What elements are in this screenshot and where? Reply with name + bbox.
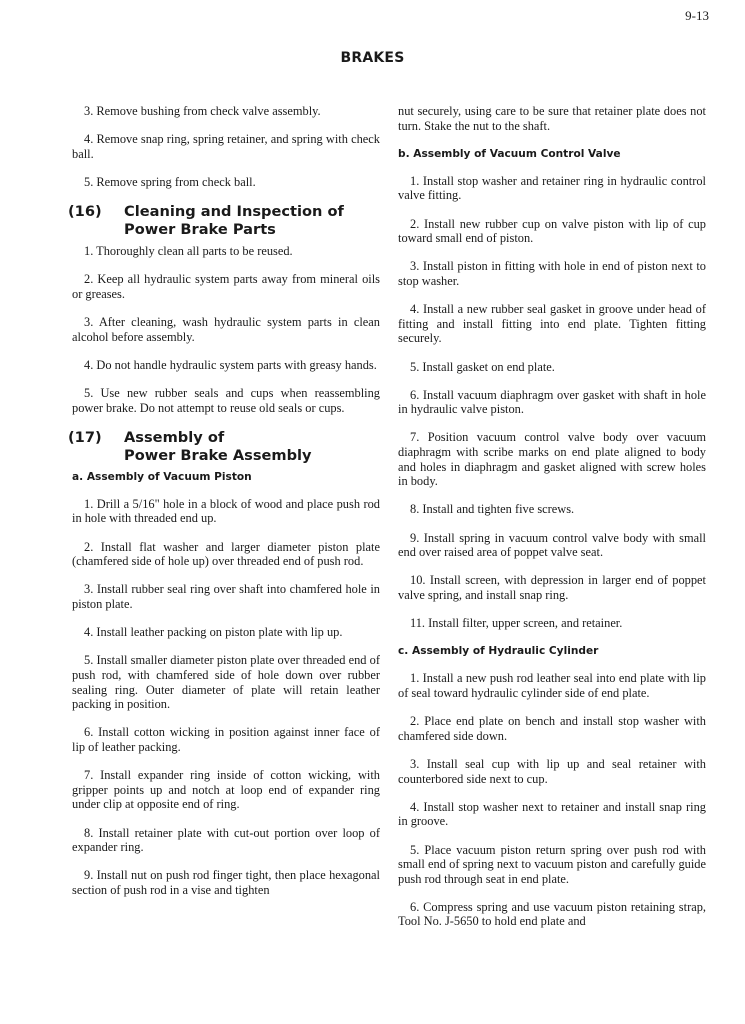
step: 2. Install new rubber cup on valve piston with lip of cup toward small end of piston. — [398, 216, 706, 246]
step: 5. Place vacuum piston return spring over push rod with small end of spring next to vacuum piston and carefully guide push rod through seat in end plate. — [398, 842, 706, 886]
step: 8. Install and tighten five screws. — [410, 502, 575, 517]
step: 6. Install vacuum diaphragm over gasket with shaft in hole in hydraulic valve piston. — [398, 387, 706, 417]
step: 10. Install screen, with depression in larger end of poppet valve spring, and install snap ring. — [398, 573, 706, 602]
subsection-heading-c: c. Assembly of Hydraulic Cylinder — [398, 645, 599, 658]
section-title — [124, 429, 312, 465]
step: 2. Install flat washer and larger diameter piston plate (chamfered side of hole up) over threaded end of push rod. — [72, 539, 380, 569]
step: 1. Drill a 5/16" hole in a block of wood and place push rod in hole with threaded end up. — [72, 496, 380, 526]
step: 3. Install seal cup with lip up and seal retainer with counterbored side next to cup. — [398, 756, 706, 786]
section-title-line: Power Brake Parts — [124, 221, 276, 239]
step: 6. Compress spring and use vacuum piston retaining strap, Tool No. J-5650 to hold end plate and — [398, 899, 706, 929]
step: 4. Install a new rubber seal gasket in groove under head of fitting and install fitting into end plate. Tighten fitting securely. — [398, 302, 706, 346]
step: 11. Install filter, upper screen, and retainer. — [410, 616, 623, 631]
running-title: BRAKES — [340, 50, 405, 66]
step: 2. Keep all hydraulic system parts away from mineral oils or greases. — [72, 272, 380, 301]
step: 9. Install spring in vacuum control valve body with small end over raised area of poppet valve seat. — [398, 530, 706, 560]
step: 4. Install stop washer next to retainer and install snap ring in groove. — [398, 799, 706, 829]
subsection-heading-a: a. Assembly of Vacuum Piston — [72, 470, 252, 483]
step: 2. Place end plate on bench and install stop washer with chamfered side down. — [398, 714, 706, 743]
section-heading-17 — [68, 429, 380, 465]
step: 1. Install a new push rod leather seal into end plate with lip of seal toward hydraulic cylinder side of end plate. — [398, 671, 706, 700]
step: 3. Remove bushing from check valve assembly. — [84, 104, 321, 118]
page-number: 9-13 — [685, 8, 709, 23]
section-title-line: Power Brake Assembly — [124, 446, 312, 464]
step: 4. Do not handle hydraulic system parts with greasy hands. — [84, 357, 377, 372]
step: 1. Thoroughly clean all parts to be reused. — [84, 244, 293, 259]
section-title — [124, 203, 344, 239]
section-title-line: Cleaning and Inspection of — [124, 203, 344, 221]
left-column — [68, 104, 380, 911]
step: 3. Install rubber seal ring over shaft into chamfered hole in piston plate. — [72, 582, 380, 612]
section-title-line: Assembly of — [124, 428, 225, 446]
step: 5. Install smaller diameter piston plate over threaded end of push rod, with chamfered side of hole down over rubber sealing ring. Outer diameter of plate will retain leather packing in position. — [72, 653, 380, 712]
right-column — [398, 104, 706, 943]
subsection-heading-b: b. Assembly of Vacuum Control Valve — [398, 147, 621, 160]
step: 5. Remove spring from check ball. — [84, 174, 256, 189]
step: 5. Install gasket on end plate. — [410, 359, 555, 374]
step: 9. Install nut on push rod finger tight, then place hexagonal section of push rod in a vise and tighten — [72, 868, 380, 897]
step: 1. Install stop washer and retainer ring in hydraulic control valve fitting. — [398, 173, 706, 203]
step: 3. After cleaning, wash hydraulic system parts in clean alcohol before assembly. — [72, 315, 380, 344]
section-heading-16 — [68, 203, 380, 239]
step: 7. Position vacuum control valve body over vacuum diaphragm with scribe marks on end plate aligned to body and holes in diaphragm and gasket aligned with screw holes in body. — [398, 430, 706, 489]
step: 6. Install cotton wicking in position against inner face of lip of leather packing. — [72, 725, 380, 754]
section-number: (16) — [68, 203, 102, 221]
step: 4. Install leather packing on piston plate with lip up. — [84, 625, 343, 640]
step: 8. Install retainer plate with cut-out portion over loop of expander ring. — [72, 825, 380, 855]
section-number: (17) — [68, 428, 102, 446]
step: 7. Install expander ring inside of cotton wicking, with gripper points up and notch at loop end of expander ring under clip at opposite end of ring. — [72, 768, 380, 812]
step: 4. Remove snap ring, spring retainer, and spring with check ball. — [72, 132, 380, 161]
continuation-text: nut securely, using care to be sure that retainer plate does not turn. Stake the nut to the shaft. — [398, 104, 706, 133]
step: 3. Install piston in fitting with hole in end of piston next to stop washer. — [398, 259, 706, 288]
step: 5. Use new rubber seals and cups when reassembling power brake. Do not attempt to reuse old seals or cups. — [72, 386, 380, 415]
